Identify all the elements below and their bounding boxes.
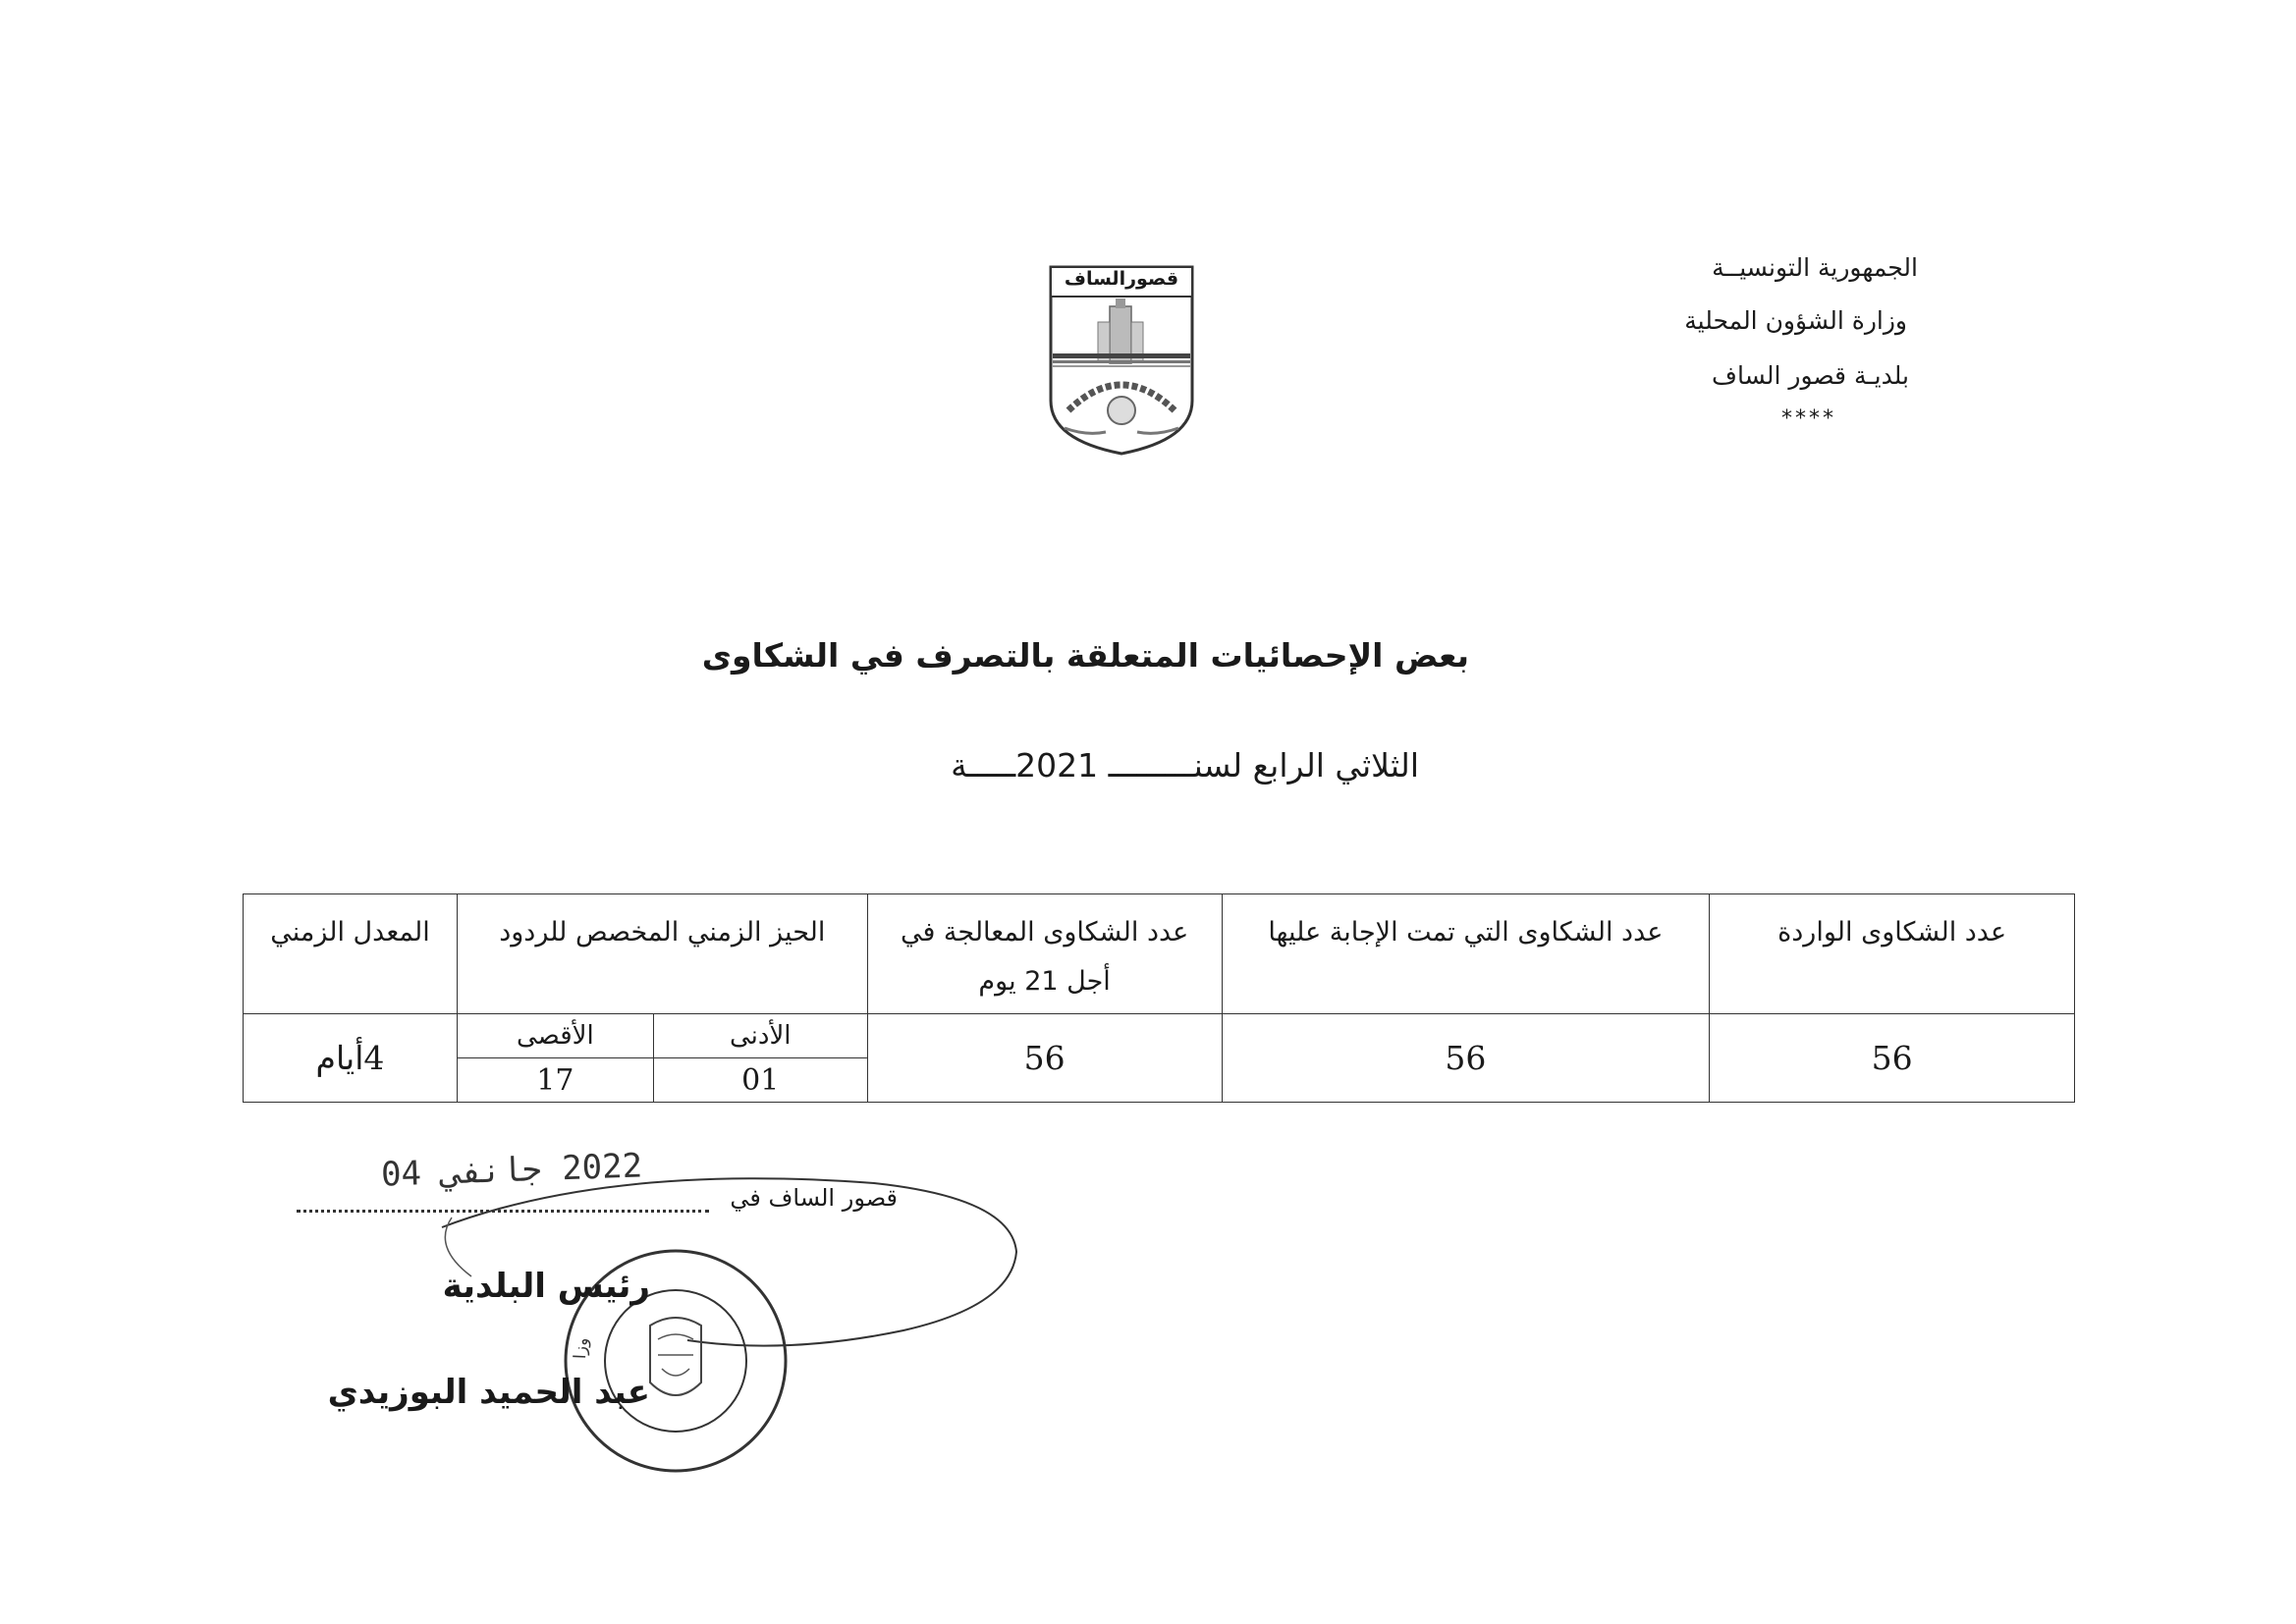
header-average-time: المعدل الزمني (244, 894, 458, 1014)
seal-ring-text: وزا (571, 1335, 593, 1360)
header-answered: عدد الشكاوى التي تمت الإجابة عليها (1222, 894, 1710, 1014)
page-title: بعض الإحصائيات المتعلقة بالتصرف في الشكاوى (701, 636, 1469, 675)
date-stamp: 2022 جانفي 04 (380, 1146, 643, 1195)
header-ministry: وزارة الشؤون المحلية (1684, 306, 1907, 335)
header-stars: **** (1781, 406, 1836, 431)
table-row (244, 1014, 2075, 1058)
table-header-row (244, 894, 2075, 1014)
value-min: 01 (653, 1058, 867, 1103)
value-processed: 56 (867, 1014, 1222, 1103)
header-municipality: بلديـة قصور الساف (1712, 361, 1909, 390)
value-answered: 56 (1222, 1014, 1710, 1103)
subheader-max: الأقصى (457, 1014, 653, 1058)
logo-text: قصورالساف (1064, 268, 1179, 290)
page-subtitle: الثلاثي الرابع لسنـــــــــ 2021ـــــة (951, 746, 1419, 785)
place-label: قصور الساف في (730, 1184, 898, 1212)
header-processed-line2: أجل 21 يوم (978, 966, 1111, 997)
header-processed (867, 894, 1222, 1014)
mayor-name: عبد الحميد البوزيدي (327, 1373, 650, 1412)
complaints-stats-table (243, 893, 2075, 1103)
logo-emblem-icon (1047, 263, 1196, 456)
value-received: 56 (1710, 1014, 2075, 1103)
header-republic: الجمهورية التونسيــة (1712, 253, 1918, 282)
header-processed-line1: عدد الشكاوى المعالجة في (900, 917, 1189, 947)
subheader-min: الأدنى (653, 1014, 867, 1058)
value-average-time: 4أيام (244, 1014, 458, 1103)
value-max: 17 (457, 1058, 653, 1103)
municipality-logo (1047, 263, 1196, 456)
header-response-window: الحيز الزمني المخصص للردود (457, 894, 867, 1014)
header-received: عدد الشكاوى الواردة (1710, 894, 2075, 1014)
mayor-title: رئيس البلدية (442, 1267, 650, 1306)
